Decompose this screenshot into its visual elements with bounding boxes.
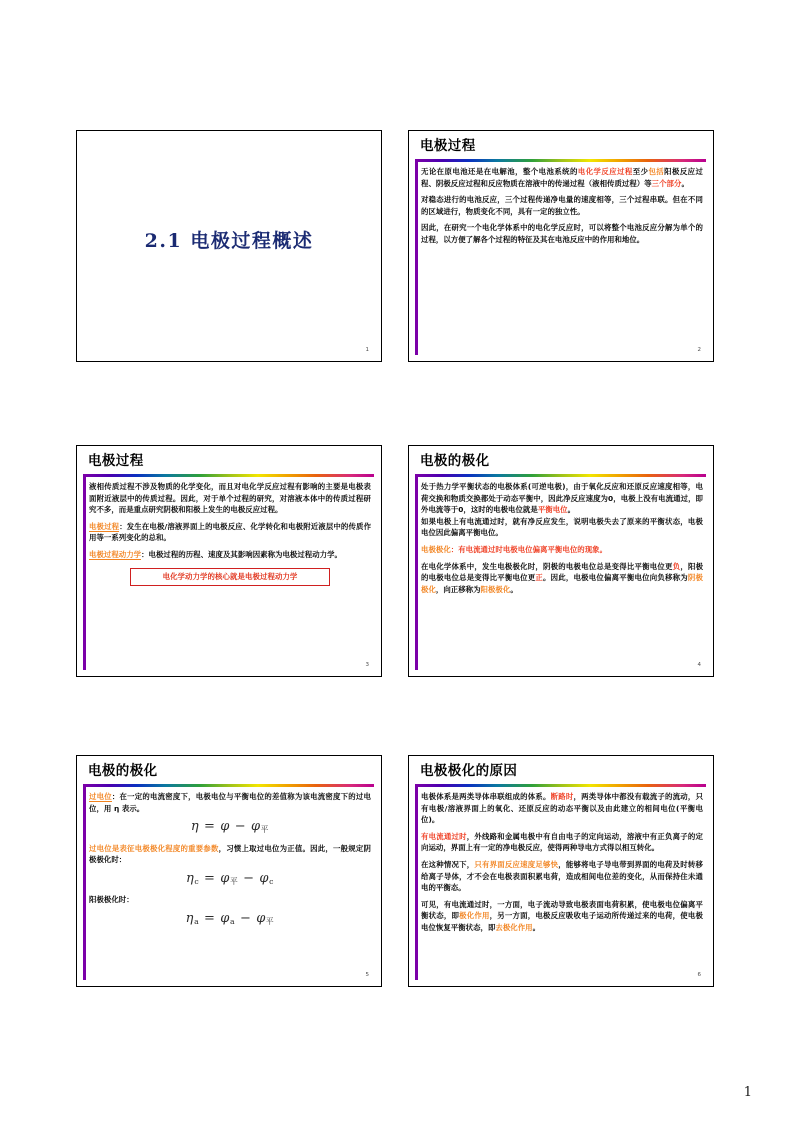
s2-p1-d: 。 (681, 178, 689, 188)
s4-term: 电极极化 (421, 544, 451, 554)
slide-3-inner (80, 449, 378, 673)
slide-5-equation-3 (89, 913, 371, 928)
slide-6-left-bar (415, 784, 418, 980)
slide-5-title: 电极的极化 (88, 763, 158, 779)
eq1-rhs2-sub: 平 (260, 825, 270, 835)
slide-3-callout-box: 电化学动力学的核心就是电极过程动力学 (130, 568, 330, 587)
eq1-rhs1: φ (220, 819, 230, 835)
s2-p1-c: 阳极反应过程、阴极反应过程和反应物质在溶液中的传递过程（液相传质过程）等 (421, 167, 703, 188)
slide-3-number: 3 (365, 662, 369, 668)
s6-p2-hl: 有电流通过时 (421, 831, 467, 841)
s6-p3-a: 在这种情况下， (421, 859, 475, 869)
eq3-lhs-sub: a (194, 916, 200, 926)
eq3-rhs2-sub: 平 (265, 916, 275, 926)
eq3-minus: − (239, 911, 252, 927)
s5-term-1: 过电位 (89, 792, 112, 801)
slide-4-paragraph-1 (421, 481, 703, 516)
s4-p4-hl4: 阳极极化 (480, 584, 511, 594)
slide-4-paragraph-4 (421, 561, 703, 596)
s5-text-2: ，习惯上取过电位为正值。因此，一般规定阴极极化时： (89, 843, 371, 865)
eq2-lhs: η (185, 870, 195, 886)
eq1-equals: = (204, 819, 216, 835)
slide-4-body (421, 481, 703, 600)
slide-5-paragraph-1 (89, 791, 371, 814)
slide-2-paragraph-3: 因此，在研究一个电化学体系中的电化学反应时，可以将整个电池反应分解为单个的过程，以方便了解各个过程的特征及其在电池反应中的作用和地位。 (421, 223, 703, 244)
slide-2-title: 电极过程 (420, 138, 476, 154)
s3-term-1: 电极过程 (89, 521, 120, 531)
s4-p4-d: ，向正移称为 (435, 584, 481, 594)
eq2-rhs1: φ (220, 870, 230, 886)
slide-5-inner (80, 759, 378, 983)
eq3-equals: = (204, 911, 216, 927)
s4-p1-a: 处于热力学平衡状态的电极体系(可逆电极)，由于氧化反应和还原反应速度相等，电荷交换和物质交换都处于动态平衡中，因此净反应速度为0，电极上没有电流通过，即外电流等于0，这时的电极电位就是 (421, 482, 703, 515)
slide-4-paragraph-3 (421, 544, 703, 556)
s4-p1-hl: 平衡电位 (537, 505, 568, 515)
s4-p4-hl2: 正 (535, 573, 544, 583)
eq2-minus: − (243, 870, 255, 886)
slide-4-left-bar (415, 474, 418, 670)
s6-p3-b: ，能够将电子导电带到界面的电荷及时转移给离子导体，才不会在电极表面积累电荷，造成相间电位差的变化，从而保持住未通电的平衡态。 (421, 859, 703, 893)
slide-3[interactable] (76, 445, 382, 677)
slide-1-inner (80, 134, 378, 358)
eq3-lhs: η (185, 911, 195, 927)
s2-p1-hl1: 电化学反应过程 (577, 167, 633, 176)
s4-p4-a: 在电化学体系中，发生电极极化时，阴极的电极电位总是变得比平衡电位更 (421, 561, 673, 571)
s6-p2-text: ，外线路和金属电极中有自由电子的定向运动，溶液中有正负离子的定向运动，界面上有一定的净电极反应，使得两种导电方式得以相互转化。 (421, 831, 703, 853)
slide-1-number: 1 (365, 347, 369, 353)
eq2-lhs-sub: c (194, 876, 200, 886)
slide-6-title: 电极极化的原因 (420, 763, 518, 779)
s4-term-text: ：有电流通过时电极电位偏离平衡电位的现象。 (450, 544, 608, 554)
slide-6-inner (412, 759, 710, 983)
slide-6-paragraph-2 (421, 831, 703, 854)
s6-p4-a: 可见，有电流通过时，一方面，电子流动导致电极表面电荷积累，使电极电位偏离平衡状态，即 (421, 899, 703, 921)
slide-6-paragraph-3 (421, 859, 703, 894)
slide-4-title: 电极的极化 (420, 453, 490, 469)
slide-6[interactable] (408, 755, 714, 987)
s2-p1-a: 无论在原电池还是在电解池，整个电池系统的 (421, 167, 578, 176)
slide-3-rainbow-rule (84, 474, 374, 477)
slide-5-paragraph-2 (89, 843, 371, 866)
eq1-minus: − (234, 819, 247, 835)
s6-p1-a: 电极体系是两类导体串联组成的体系。 (421, 792, 551, 801)
slide-3-paragraph-1: 液相传质过程不涉及物质的化学变化，而且对电化学反应过程有影响的主要是电极表面附近液层中的传质过程。因此，对于单个过程的研究，对溶液本体中的传质过程研究不多，而是重点研究阴极和阳极上发生的电极反应过程。 (89, 482, 371, 515)
eq3-rhs1-sub: a (229, 916, 236, 926)
s6-p3-hl: 只有界面反应速度足够快 (474, 859, 559, 869)
slide-4-paragraph-2: 如果电极上有电流通过时，就有净反应发生，说明电极失去了原来的平衡状态，电极电位因此偏离平衡电位。 (421, 516, 703, 538)
slide-6-paragraph-4 (421, 899, 703, 934)
slide-2-inner (412, 134, 710, 358)
slide-5-equation-3-label: 阳极极化时： (89, 895, 134, 905)
eq3-rhs2: φ (256, 911, 266, 927)
s6-p1-hl: 断路时 (550, 792, 574, 801)
slide-3-body (89, 481, 371, 586)
eq2-equals: = (204, 870, 216, 886)
s3-text-2: ：电极过程的历程、速度及其影响因素称为电极过程动力学。 (141, 549, 342, 559)
slide-6-rainbow-rule (416, 784, 706, 787)
slide-5-body (89, 791, 371, 935)
slide-6-paragraph-1 (421, 791, 703, 826)
slide-5-number: 5 (365, 972, 369, 978)
s2-p1-hl2: 包括 (648, 167, 665, 176)
page-number: 1 (743, 1085, 752, 1100)
eq2-rhs2: φ (259, 870, 270, 886)
slide-2-paragraph-1 (421, 166, 703, 189)
slide-6-body (421, 791, 703, 939)
slide-2-left-bar (415, 159, 418, 355)
eq2-rhs2-sub: c (269, 876, 275, 886)
s6-p4-hl2: 去极化作用 (495, 922, 533, 932)
slide-2-rainbow-rule (416, 159, 706, 162)
eq1-rhs2: φ (250, 819, 261, 835)
slide-3-title: 电极过程 (88, 453, 144, 469)
slide-3-paragraph-3 (89, 549, 371, 561)
slide-1[interactable] (76, 130, 382, 362)
s4-p4-hl1: 负 (672, 561, 681, 571)
slide-2-paragraph-2: 对稳态进行的电池反应，三个过程传递净电量的速度相等，三个过程串联。但在不同的区域进行，物质变化不同，具有一定的独立性。 (421, 195, 703, 216)
eq3-rhs1: φ (220, 911, 230, 927)
s4-p4-b: ，阳极的电极电位总是变得比平衡电位更 (421, 561, 704, 583)
eq1-lhs: η (190, 819, 200, 835)
slide-6-number: 6 (697, 972, 701, 978)
s6-p4-hl1: 极化作用 (459, 911, 490, 921)
s6-p4-b: ，另一方面，电极反应吸收电子运动所传递过来的电荷，使电极电位恢复平衡状态，即 (421, 911, 704, 932)
slide-1-title-text: 2.1 电极过程概述 (144, 230, 314, 252)
s4-p4-c: 。因此，电极电位偏离平衡电位向负移称为 (543, 573, 688, 583)
s6-p1-b: ，两类导体中都没有载流子的流动，只有电极/溶液界面上的氧化、还原反应的动态平衡以及由此建立的相间电位(平衡电位)。 (421, 792, 704, 825)
slide-4-rainbow-rule (416, 474, 706, 477)
slide-2[interactable] (408, 130, 714, 362)
slide-4[interactable] (408, 445, 714, 677)
s3-term-2: 电极过程动力学 (89, 549, 142, 559)
slide-5-left-bar (83, 784, 86, 980)
slide-3-paragraph-2 (89, 521, 371, 544)
slide-3-left-bar (83, 474, 86, 670)
s2-p1-b: 至少 (632, 167, 649, 176)
s3-text-1: ：发生在电极/溶液界面上的电极反应、化学转化和电极附近液层中的传质作用等一系列变化的总和。 (89, 521, 372, 543)
slide-5-rainbow-rule (84, 784, 374, 787)
eq2-rhs1-sub: 平 (229, 876, 239, 886)
s4-p1-b: 。 (567, 505, 576, 515)
slide-grid (76, 130, 718, 990)
s5-text-1: ：在一定的电流密度下，电极电位与平衡电位的差值称为该电流密度下的过电位，用 η 表示。 (89, 792, 371, 813)
s4-p4-hl3: 阴极极化 (421, 573, 703, 594)
slide-5[interactable] (76, 755, 382, 987)
slide-5-equation-1 (89, 821, 371, 836)
s4-p4-e: 。 (510, 584, 518, 594)
slide-4-inner (412, 449, 710, 673)
slide-2-body (421, 166, 703, 251)
s6-p4-c: 。 (532, 922, 541, 932)
s5-hl-2: 过电位是表征电极极化程度的重要参数 (89, 843, 219, 853)
slide-4-number: 4 (697, 662, 701, 668)
slide-5-equation-2 (89, 870, 371, 888)
s2-p1-hl3: 三个部分 (651, 178, 682, 188)
slide-2-number: 2 (697, 347, 701, 353)
